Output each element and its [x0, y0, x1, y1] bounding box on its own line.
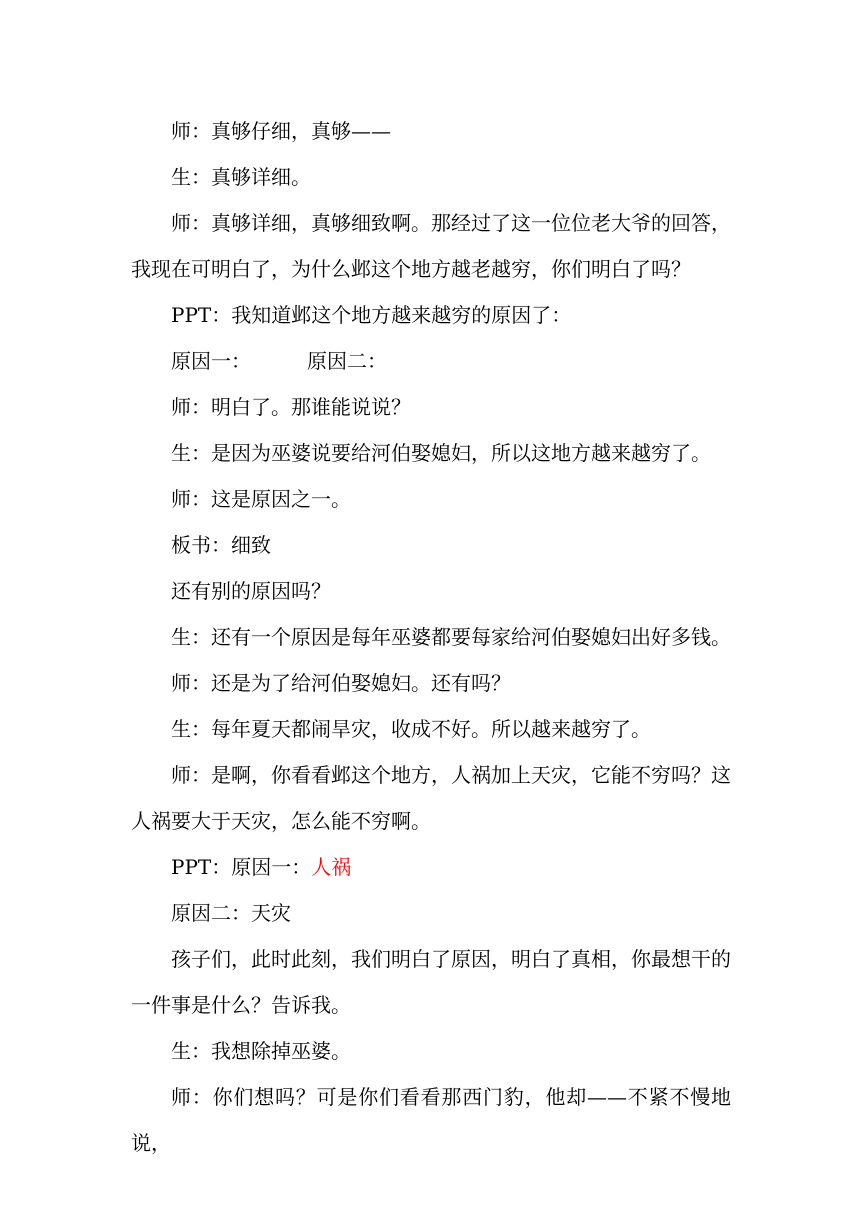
paragraph-15 — [131, 844, 731, 890]
reason-two-label: 原因二： — [307, 349, 387, 373]
paragraph-18: 生：我想除掉巫婆。 — [171, 1039, 351, 1063]
paragraph-13: 生：每年夏天都闹旱灾，收成不好。所以越来越穷了。 — [171, 717, 651, 741]
paragraph-16: 原因二：天灾 — [171, 901, 291, 925]
paragraph-14: 师：是啊，你看看邺这个地方，人祸加上天灾，它能不穷吗？这人祸要大于天灾，怎么能不穷啊。 — [131, 763, 731, 833]
paragraph-11: 生：还有一个原因是每年巫婆都要每家给河伯娶媳妇出好多钱。 — [171, 625, 731, 649]
reason-one-label: 原因一： — [171, 349, 251, 373]
paragraph-12: 师：还是为了给河伯娶媳妇。还有吗？ — [171, 671, 511, 695]
paragraph-2: 生：真够详细。 — [171, 165, 311, 189]
paragraph-10: 还有别的原因吗？ — [171, 579, 331, 603]
document-body — [131, 108, 731, 1166]
paragraph-7: 生：是因为巫婆说要给河伯娶媳妇，所以这地方越来越穷了。 — [171, 441, 711, 465]
paragraph-6: 师：明白了。那谁能说说？ — [171, 395, 411, 419]
paragraph-5 — [131, 338, 731, 384]
highlighted-reason: 人祸 — [311, 855, 352, 879]
paragraph-19: 师：你们想吗？可是你们看看那西门豹，他却——不紧不慢地说， — [131, 1085, 731, 1155]
paragraph-17: 孩子们，此时此刻，我们明白了原因，明白了真相，你最想干的一件事是什么？告诉我。 — [131, 947, 731, 1017]
paragraph-3: 师：真够详细，真够细致啊。那经过了这一位位老大爷的回答，我现在可明白了，为什么邺这个地方越老越穷，你们明白了吗？ — [131, 211, 731, 281]
paragraph-4: PPT：我知道邺这个地方越来越穷的原因了： — [171, 303, 572, 327]
paragraph-1: 师：真够仔细，真够—— — [171, 119, 391, 143]
paragraph-9: 板书：细致 — [171, 533, 271, 557]
paragraph-8: 师：这是原因之一。 — [171, 487, 351, 511]
ppt-reason-prefix: PPT：原因一： — [171, 855, 312, 879]
